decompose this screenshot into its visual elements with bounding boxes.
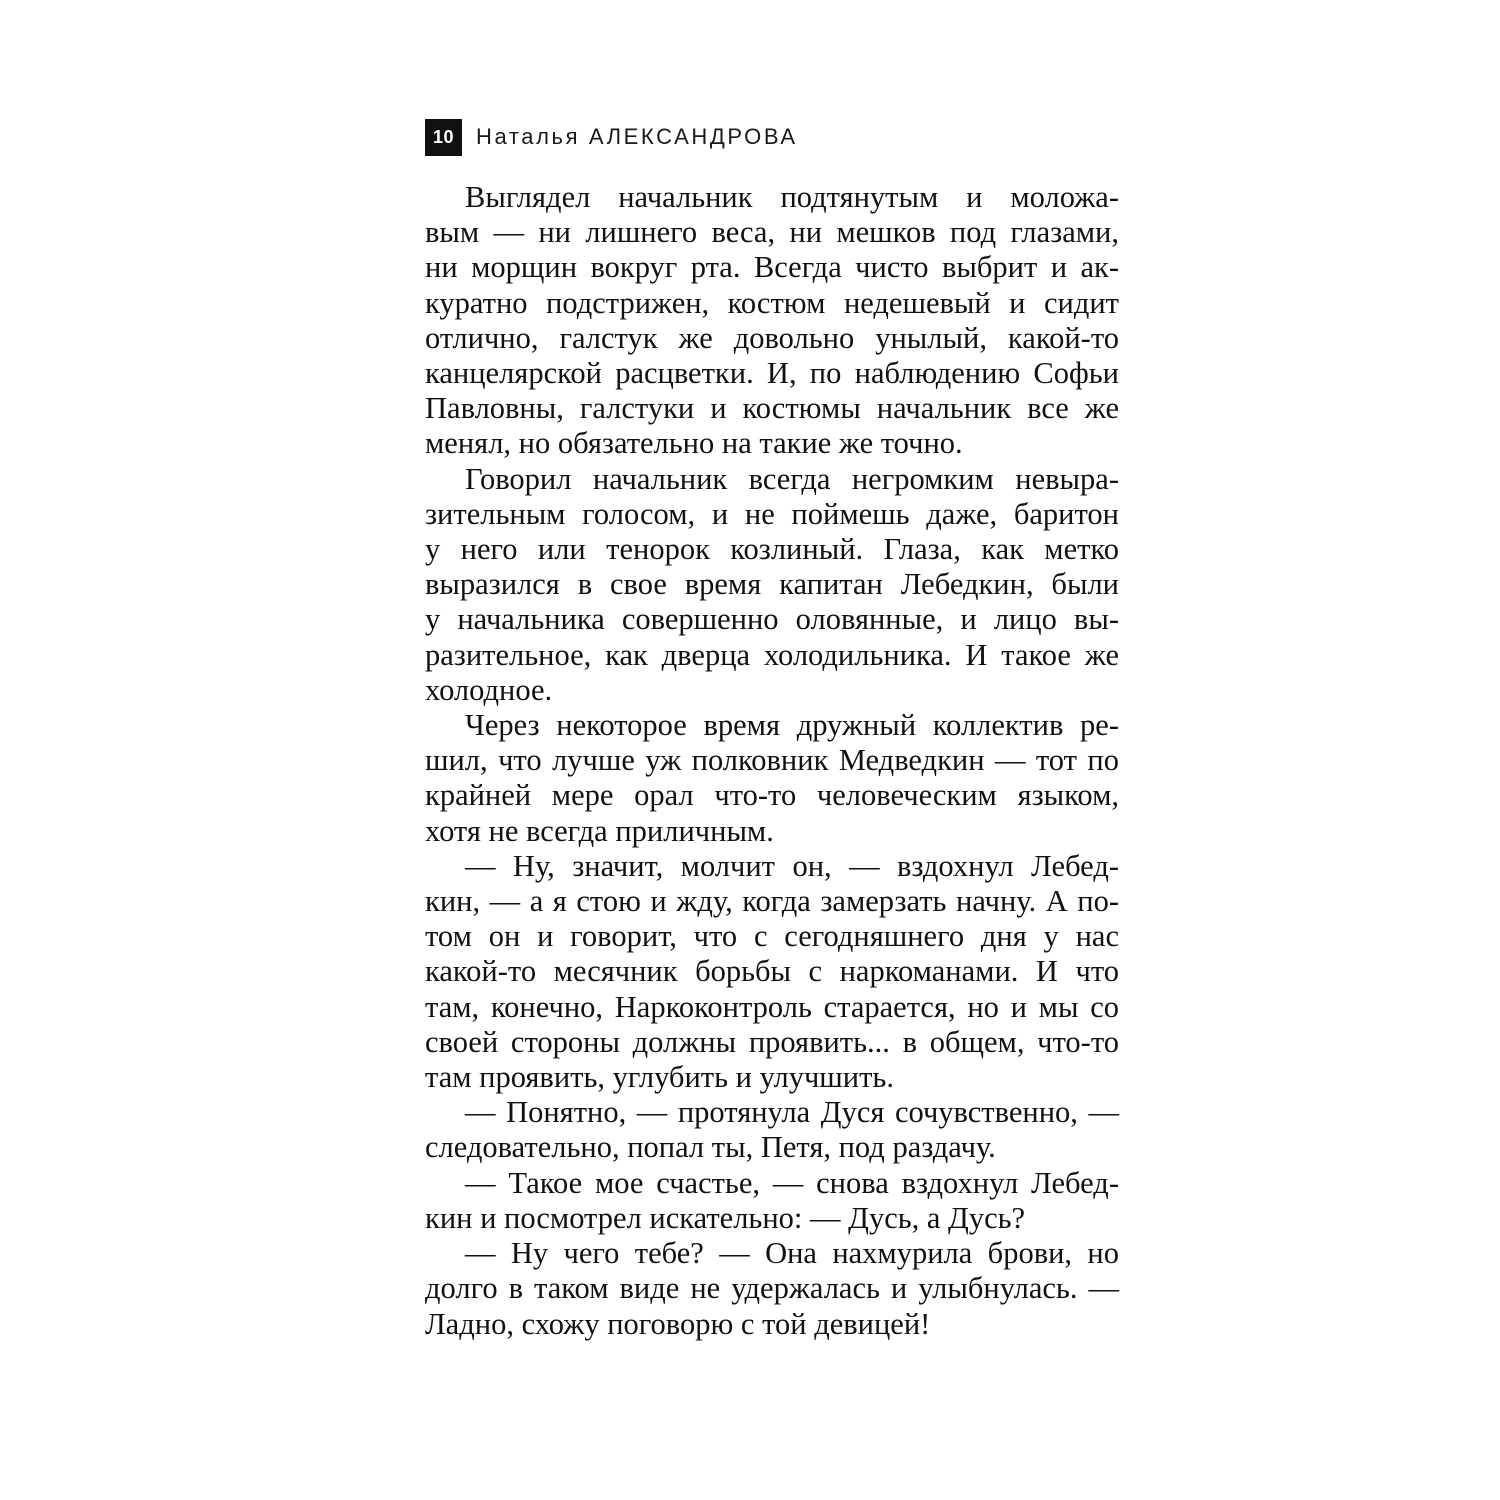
text-line: там, конечно, Наркоконтроль старается, но и мы со (425, 989, 1119, 1024)
text-line: Через некоторое время дружный коллектив ре- (465, 708, 1119, 743)
text-line: у начальника совершенно оловянные, и лицо вы- (425, 602, 1119, 637)
text-line: том он и говорит, что с сегодняшнего дня у нас (425, 919, 1119, 954)
text-line: крайней мере орал что-то человеческим языком, (425, 778, 1119, 813)
text-line: зительным голосом, и не поймешь даже, баритон (425, 496, 1119, 531)
text-line: менял, но обязательно на такие же точно. (425, 426, 963, 461)
text-line: — Понятно, — протянула Дуся сочувственно, — (465, 1095, 1119, 1130)
text-line: там проявить, углубить и улучшить. (425, 1060, 894, 1095)
text-line: Говорил начальник всегда негромким невыра- (465, 461, 1119, 496)
text-line: — Ну, значит, молчит он, — вздохнул Лебед- (465, 848, 1119, 883)
text-line: своей стороны должны проявить... в общем, что-то (425, 1024, 1119, 1059)
text-line: ни морщин вокруг рта. Всегда чисто выбрит и ак- (425, 250, 1119, 285)
text-line: разительное, как дверца холодильника. И такое же (425, 637, 1119, 672)
text-line: следовательно, попал ты, Петя, под раздачу. (425, 1130, 996, 1165)
text-line: какой-то месячник борьбы с наркоманами. И что (425, 954, 1119, 989)
text-line: канцелярской расцветки. И, по наблюдению Софьи (425, 356, 1119, 391)
text-line: отлично, галстук же довольно унылый, какой-то (425, 320, 1119, 355)
page-number: 10 (425, 119, 462, 156)
text-line: холодное. (425, 672, 553, 707)
text-line: кин и посмотрел искательно: — Дусь, а Дусь? (425, 1200, 1026, 1235)
text-line: Ладно, схожу поговорю с той девицей! (425, 1306, 931, 1341)
text-line: Павловны, галстуки и костюмы начальник все же (425, 391, 1119, 426)
text-line: Выглядел начальник подтянутым и моложа- (465, 180, 1119, 214)
text-line: выразился в свое время капитан Лебедкин, были (425, 567, 1119, 602)
running-header (425, 117, 798, 157)
text-line: — Такое мое счастье, — снова вздохнул Лебед- (465, 1165, 1119, 1200)
text-line: — Ну чего тебе? — Она нахмурила брови, но (465, 1236, 1119, 1271)
author-name: Наталья АЛЕКСАНДРОВА (476, 124, 798, 149)
text-line: шил, что лучше уж полковник Медведкин — тот по (425, 743, 1119, 778)
body-text (425, 180, 1119, 1342)
text-line: хотя не всегда приличным. (425, 813, 774, 848)
text-line: у него или тенорок козлиный. Глаза, как метко (425, 532, 1119, 567)
text-line: кин, — а я стою и жду, когда замерзать начну. А по- (425, 884, 1119, 919)
text-line: куратно подстрижен, костюм недешевый и сидит (425, 285, 1119, 320)
text-line: вым — ни лишнего веса, ни мешков под глазами, (425, 215, 1119, 250)
text-line: долго в таком виде не удержалась и улыбнулась. — (425, 1271, 1119, 1306)
